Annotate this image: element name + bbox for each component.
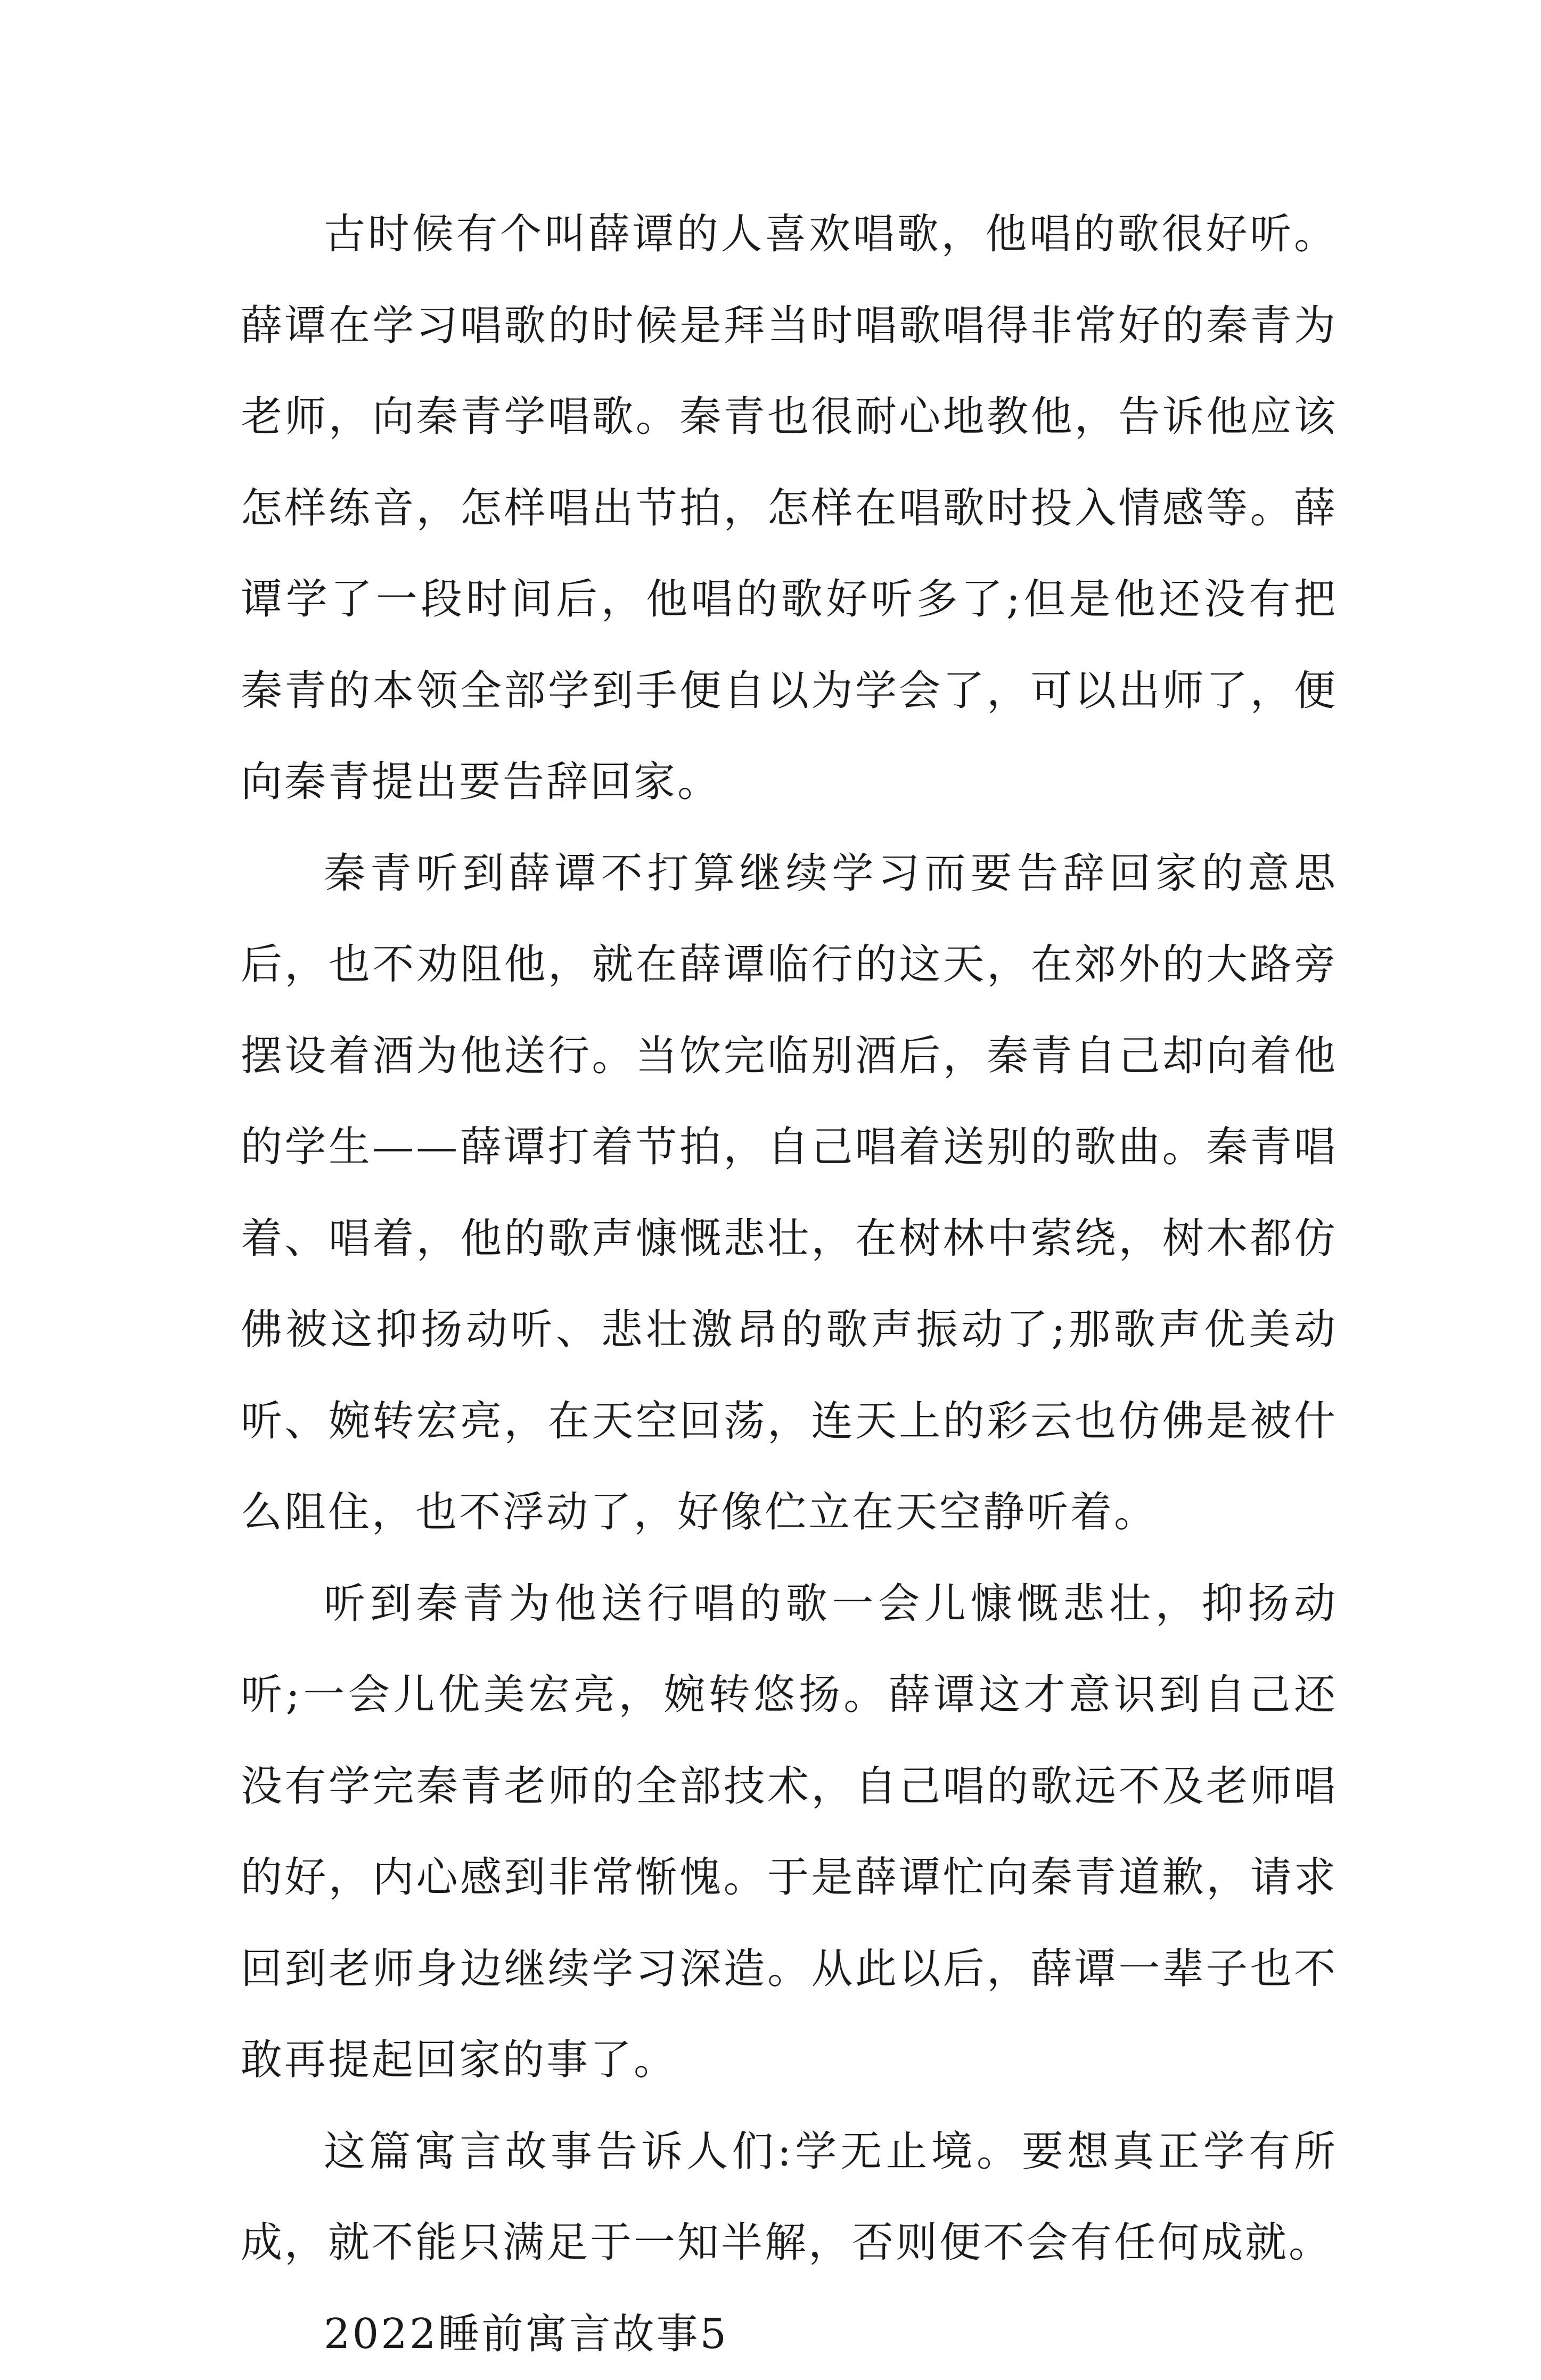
paragraph-2: 秦青听到薛谭不打算继续学习而要告辞回家的意思后，也不劝阻他，就在薛谭临行的这天，在郊外的大路旁摆设着酒为他送行。当饮完临别酒后，秦青自己却向着他的学生——薛谭打着节拍，自己唱着送别的歌曲。秦青唱着、唱着，他的歌声慷慨悲壮，在树林中萦绕，树木都仿佛被这抑扬动听、悲壮激昂的歌声振动了;那歌声优美动听、婉转宏亮，在天空回荡，连天上的彩云也仿佛是被什么阻住，也不浮动了，好像伫立在天空静听着。: [241, 828, 1338, 1559]
section-heading: 2022睡前寓言故事5: [241, 2289, 1338, 2380]
paragraph-4: 这篇寓言故事告诉人们:学无止境。要想真正学有所成，就不能只满足于一知半解，否则便不会有任何成就。: [241, 2106, 1338, 2289]
paragraph-1: 古时候有个叫薛谭的人喜欢唱歌，他唱的歌很好听。薛谭在学习唱歌的时候是拜当时唱歌唱得非常好的秦青为老师，向秦青学唱歌。秦青也很耐心地教他，告诉他应该怎样练音，怎样唱出节拍，怎样在唱歌时投入情感等。薛谭学了一段时间后，他唱的歌好听多了;但是他还没有把秦青的本领全部学到手便自以为学会了，可以出师了，便向秦青提出要告辞回家。: [241, 189, 1338, 828]
document-body: [241, 189, 1338, 2380]
paragraph-3: 听到秦青为他送行唱的歌一会儿慷慨悲壮，抑扬动听;一会儿优美宏亮，婉转悠扬。薛谭这才意识到自己还没有学完秦青老师的全部技术，自己唱的歌远不及老师唱的好，内心感到非常惭愧。于是薛谭忙向秦青道歉，请求回到老师身边继续学习深造。从此以后，薛谭一辈子也不敢再提起回家的事了。: [241, 1559, 1338, 2106]
